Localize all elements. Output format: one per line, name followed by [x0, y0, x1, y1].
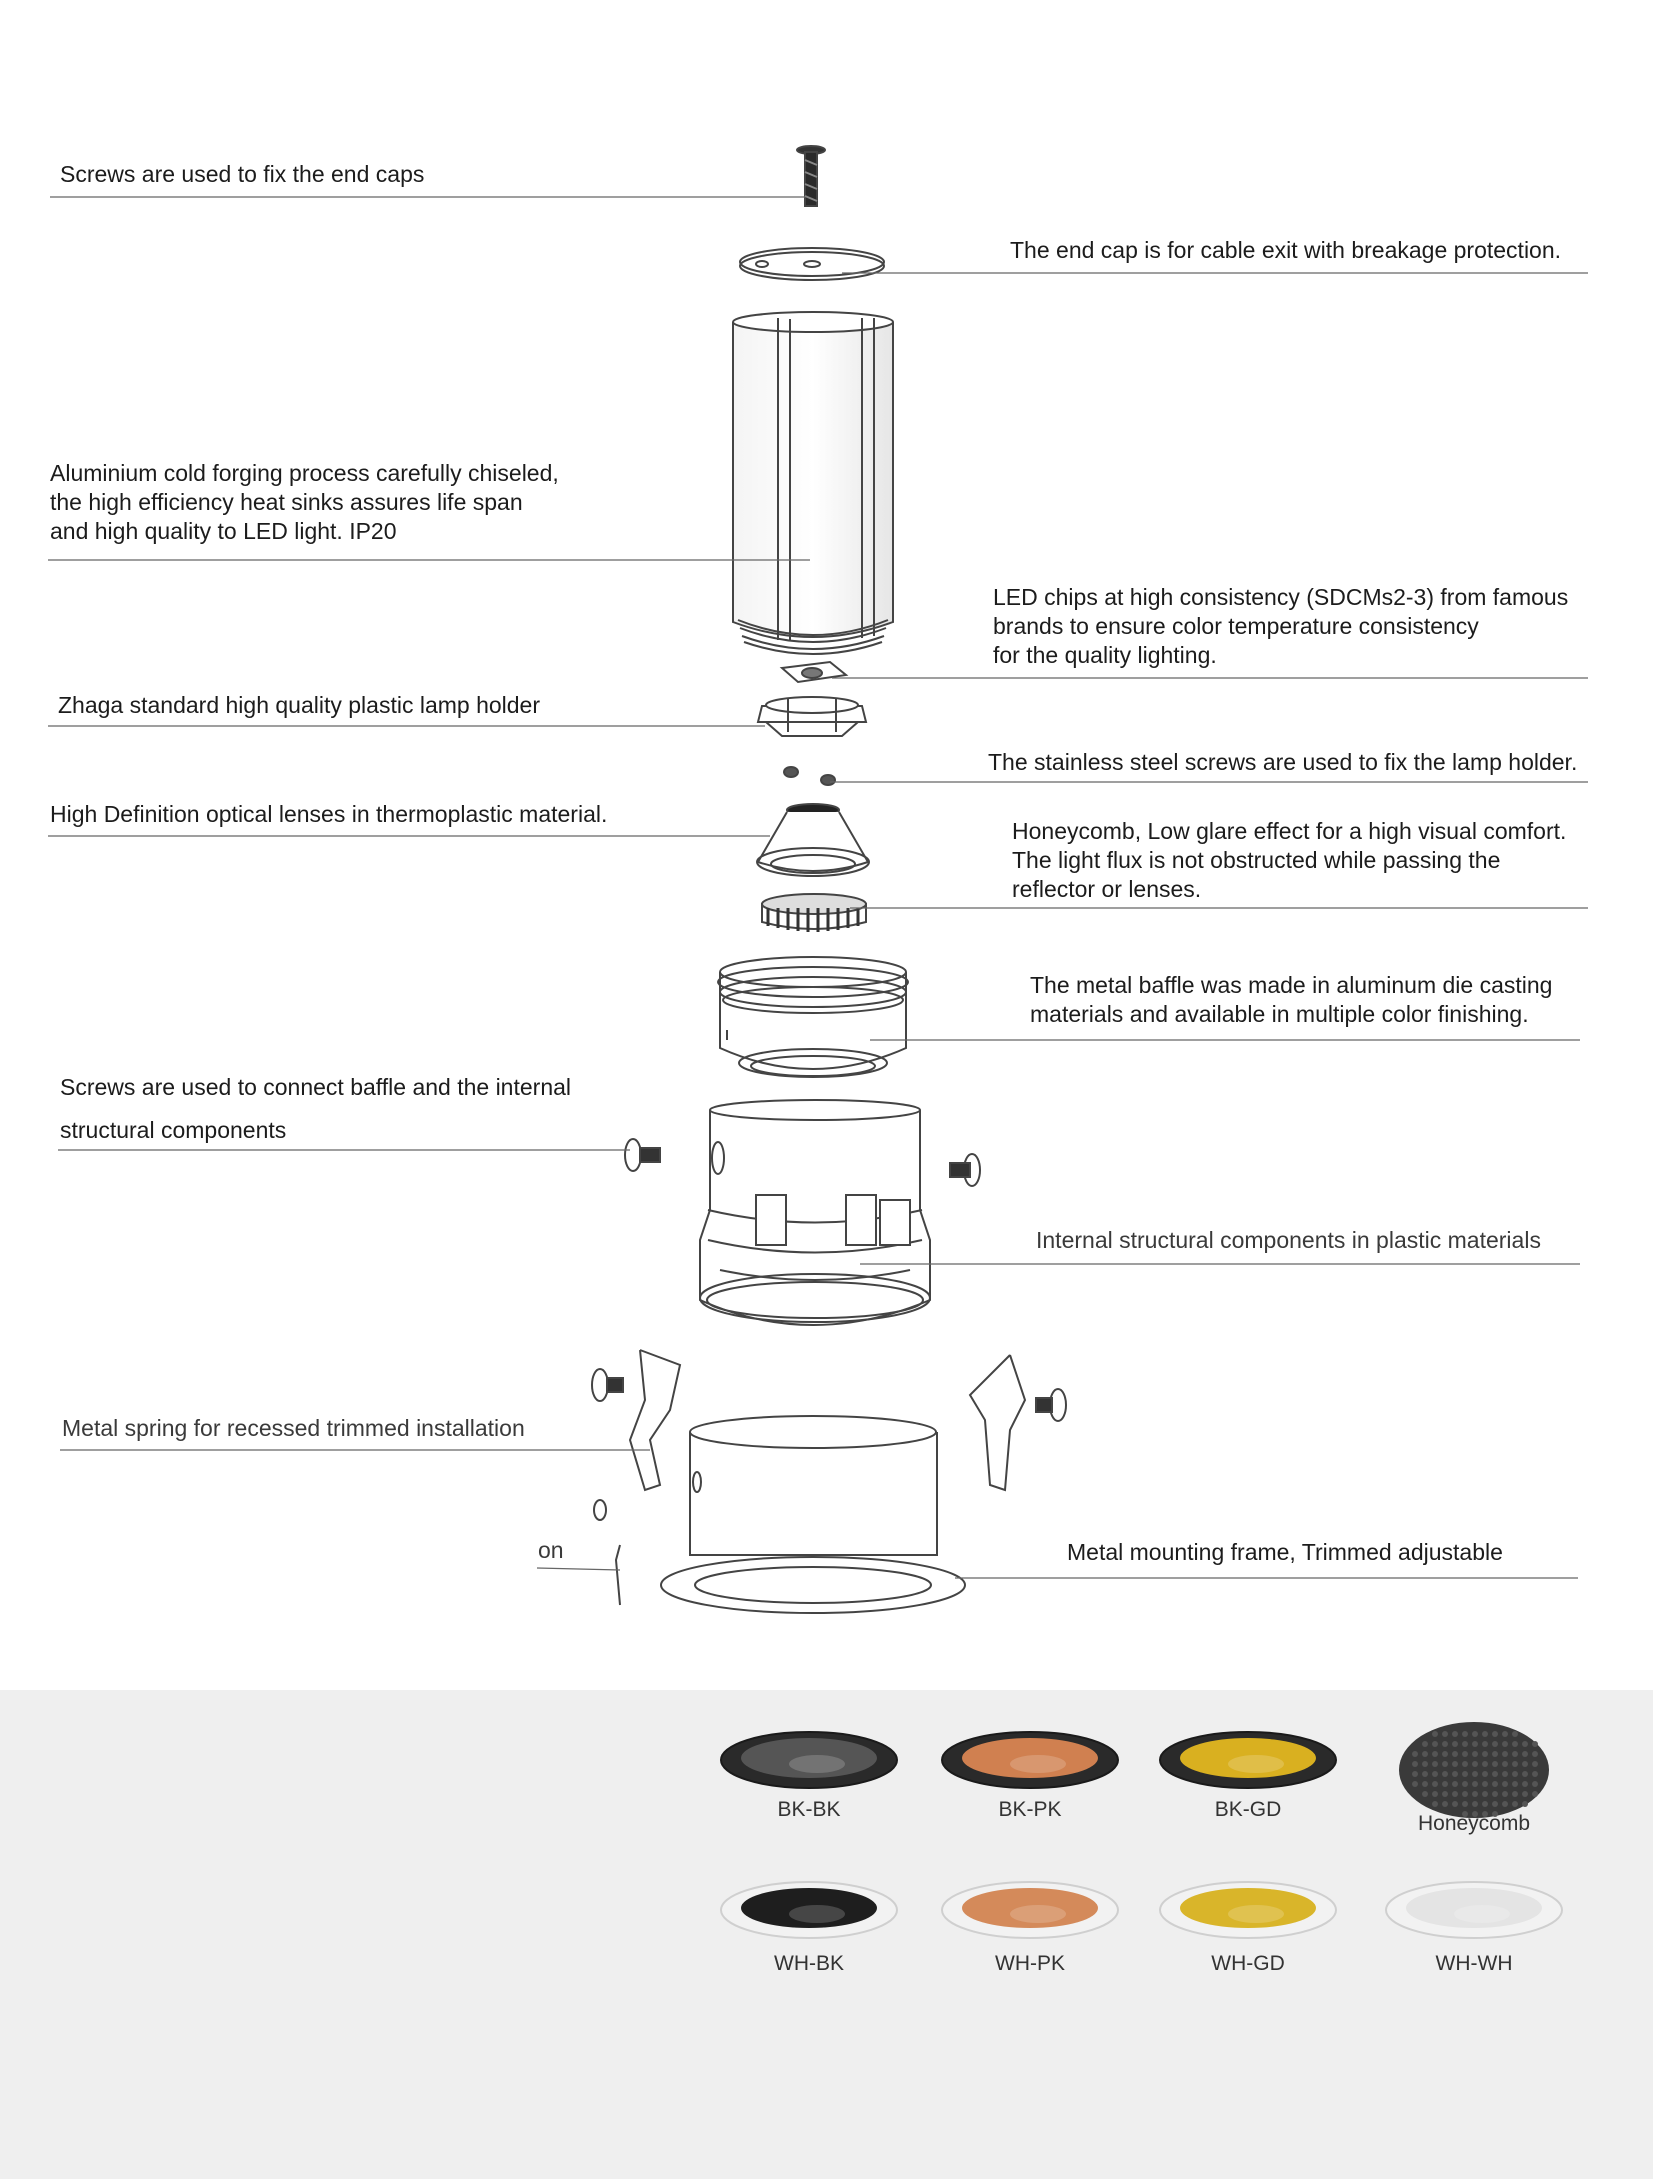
swatch-wh-bk [721, 1882, 897, 1938]
swatch-label-wh-pk: WH-PK [995, 1952, 1065, 1975]
callout-honeycomb-line-2: The light flux is not obstructed while passing the [1012, 847, 1501, 873]
metal-baffle [718, 957, 908, 1077]
mounting-frame [661, 1416, 965, 1613]
callout-led-chips-line-1: LED chips at high consistency (SDCMs2-3) from famous [993, 584, 1569, 610]
callout-metal-baffle-line-1: The metal baffle was made in aluminum die casting [1030, 972, 1553, 998]
lamp-holder [758, 697, 866, 736]
callout-screws-baffle-line-1: Screws are used to connect baffle and the internal [60, 1074, 572, 1100]
callout-led-chips [993, 583, 1568, 670]
swatch-wh-gd [1160, 1882, 1336, 1938]
finish-swatch-panel [0, 1690, 1653, 2179]
callout-heatsink-line-2: the high efficiency heat sinks assures life span [50, 489, 523, 515]
swatch-wh-pk [942, 1882, 1118, 1938]
callout-cut-text: on [538, 1537, 564, 1563]
callout-honeycomb [1012, 817, 1566, 904]
callout-end-cap: The end cap is for cable exit with breakage protection. [1010, 237, 1562, 263]
swatch-label-bk-gd: BK-GD [1214, 1798, 1282, 1821]
callout-honeycomb-line-1: Honeycomb, Low glare effect for a high visual comfort. [1012, 818, 1567, 844]
honeycomb-part [762, 894, 866, 932]
internal-structure [700, 1100, 930, 1325]
callout-heatsink-line-1: Aluminium cold forging process carefully chiseled, [50, 460, 559, 486]
swatch-label-bk-bk: BK-BK [777, 1798, 841, 1821]
swatch-bk-pk [942, 1732, 1118, 1788]
swatch-label-bk-pk: BK-PK [998, 1798, 1062, 1821]
lamp-holder-screws [784, 767, 835, 785]
callout-honeycomb-line-3: reflector or lenses. [1012, 876, 1202, 902]
swatch-wh-wh [1386, 1882, 1562, 1938]
callout-internal-components: Internal structural components in plastic materials [1036, 1227, 1541, 1253]
callout-mounting-frame: Metal mounting frame, Trimmed adjustable [1067, 1539, 1503, 1565]
led-chip [782, 662, 846, 682]
callout-screws-baffle [60, 1066, 571, 1152]
swatch-bk-gd [1160, 1732, 1336, 1788]
optical-lens [757, 804, 869, 876]
callout-lamp-holder: Zhaga standard high quality plastic lamp holder [58, 692, 541, 718]
callout-screws-baffle-line-2: structural components [60, 1117, 287, 1143]
swatch-label-honeycomb: Honeycomb [1417, 1812, 1531, 1835]
callout-stainless-screws: The stainless steel screws are used to fix the lamp holder. [988, 749, 1578, 775]
end-cap [740, 248, 884, 280]
swatch-label-wh-bk: WH-BK [774, 1952, 844, 1975]
callout-metal-baffle-line-2: materials and available in multiple color finishing. [1030, 1001, 1529, 1027]
swatch-label-wh-gd: WH-GD [1211, 1952, 1285, 1975]
callout-screws-end-caps: Screws are used to fix the end caps [60, 161, 425, 187]
callout-heatsink-line-3: and high quality to LED light. IP20 [50, 518, 397, 544]
heat-sink [733, 312, 893, 654]
swatch-honeycomb [1399, 1722, 1549, 1818]
swatch-bk-bk [721, 1732, 897, 1788]
finish-swatches [0, 1690, 1653, 2179]
callout-led-chips-line-2: brands to ensure color temperature consistency [993, 613, 1479, 639]
callout-metal-baffle [1030, 971, 1552, 1029]
callout-optical-lenses: High Definition optical lenses in thermoplastic material. [50, 801, 608, 827]
callout-heatsink [50, 459, 559, 546]
callout-led-chips-line-3: for the quality lighting. [993, 642, 1217, 668]
swatch-label-wh-wh: WH-WH [1435, 1952, 1513, 1975]
callout-metal-spring: Metal spring for recessed trimmed installation [62, 1415, 525, 1441]
